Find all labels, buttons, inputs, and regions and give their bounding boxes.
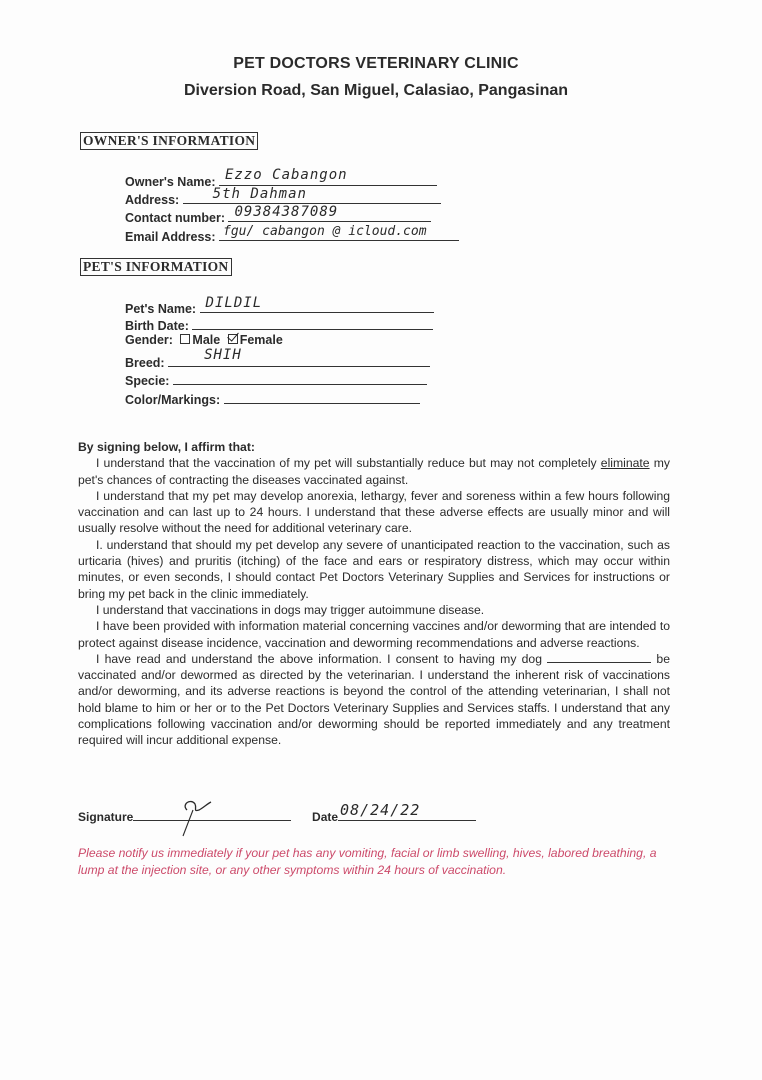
pet-color-row	[125, 389, 420, 407]
owner-name-label: Owner's Name:	[125, 175, 216, 189]
pet-birth-field[interactable]	[192, 315, 433, 330]
pet-color-field[interactable]	[224, 389, 420, 404]
consent-paragraph-1: I understand that the vaccination of my pet will substantially reduce but may not completely eliminate my pet's chances of contracting the diseases vaccinated against.	[78, 456, 670, 487]
gender-female-checkbox[interactable]	[228, 334, 238, 344]
gender-male-checkbox[interactable]	[180, 334, 190, 344]
gender-male-label: Male	[192, 333, 221, 347]
consent-paragraph-5: I have been provided with information material concerning vaccines and/or deworming that are intended to protect against disease incidence, vaccination and deworming recommendations and adverse reactions.	[78, 619, 670, 650]
pet-breed-label: Breed:	[125, 356, 165, 370]
owner-email-field[interactable]	[219, 226, 459, 241]
owner-contact-row	[125, 204, 431, 225]
dog-name-blank[interactable]	[547, 651, 651, 663]
pet-name-label: Pet's Name:	[125, 302, 197, 316]
signature-row	[78, 801, 476, 824]
pet-section-title: PET'S INFORMATION	[80, 258, 232, 276]
pet-gender-label: Gender:	[125, 333, 173, 347]
pet-breed-value: SHIH	[204, 347, 242, 363]
owner-address-label: Address:	[125, 193, 180, 207]
pet-name-field[interactable]	[200, 295, 434, 313]
gender-female-label: Female	[239, 333, 283, 347]
owner-address-value: 5th Dahman	[212, 186, 307, 202]
consent-lead: By signing below, I affirm that:	[78, 440, 255, 454]
pet-specie-row	[125, 370, 427, 388]
owner-contact-label: Contact number:	[125, 211, 225, 225]
signature-field[interactable]	[133, 806, 291, 821]
owner-section-title: OWNER'S INFORMATION	[80, 132, 258, 150]
consent-text	[78, 439, 670, 749]
owner-name-value: Ezzo Cabangon	[225, 167, 348, 183]
pet-specie-label: Specie:	[125, 374, 170, 388]
pet-breed-row	[125, 347, 430, 370]
pet-birth-label: Birth Date:	[125, 319, 189, 333]
owner-email-row	[125, 226, 459, 244]
signature-label: Signature	[78, 810, 134, 824]
aftercare-note: Please notify us immediately if your pet has any vomiting, facial or limb swelling, hives, labored breathing, a lump at the injection site, or any other symptoms within 24 hours of vaccination.	[78, 846, 657, 877]
owner-email-label: Email Address:	[125, 230, 216, 244]
date-label: Date	[312, 810, 339, 824]
owner-contact-value: 09384387089	[234, 204, 339, 220]
consent-paragraph-2: I understand that my pet may develop anorexia, lethargy, fever and soreness within a few hours following vaccination and can last up to 24 hours. I understand that these adverse effects are usually minor and will usually resolve without the need for additional veterinary care.	[78, 488, 670, 536]
pet-name-row	[125, 295, 434, 316]
owner-email-value: fgu/ cabangon @ icloud.com	[223, 224, 427, 239]
signature-mark	[173, 790, 233, 840]
consent-paragraph-6: I have read and understand the above information. I consent to having my dog be vaccinated and/or dewormed as directed by the veterinarian. I understand the inherent risk of vaccinations and/or deworming, and its adverse reactions is beyond the control of the attending veterinarian, I shall not hold blame to him or her or to the Pet Doctors Veterinary Supplies and Services staffs. I understand that any complications following vaccination and/or deworming should be reported immediately and any treatment required will incur additional expense.	[78, 651, 670, 748]
clinic-name: PET DOCTORS VETERINARY CLINIC	[233, 55, 519, 72]
consent-paragraph-4: I understand that vaccinations in dogs may trigger autoimmune disease.	[96, 602, 485, 617]
pet-color-label: Color/Markings:	[125, 393, 221, 407]
owner-name-field[interactable]	[219, 167, 437, 186]
owner-contact-field[interactable]	[228, 204, 431, 222]
consent-paragraph-3: I. understand that should my pet develop any severe of unanticipated reaction to the vaccination, such as urticaria (hives) and pruritis (itching) of the face and ears or respiratory distress, which may occur within minutes, or even seconds, I should contact Pet Doctors Veterinary Supplies and Services for instructions or bring my pet back in the clinic immediately.	[78, 537, 670, 601]
pet-name-value: DILDIL	[205, 295, 263, 311]
pet-birth-row	[125, 315, 433, 333]
date-field[interactable]	[338, 801, 476, 821]
pet-specie-field[interactable]	[173, 370, 427, 385]
clinic-address: Diversion Road, San Miguel, Calasiao, Pangasinan	[183, 82, 569, 99]
date-value: 08/24/22	[340, 801, 421, 819]
pet-gender-row	[125, 333, 283, 347]
owner-address-field[interactable]	[183, 186, 441, 204]
pet-breed-field[interactable]	[168, 347, 430, 367]
